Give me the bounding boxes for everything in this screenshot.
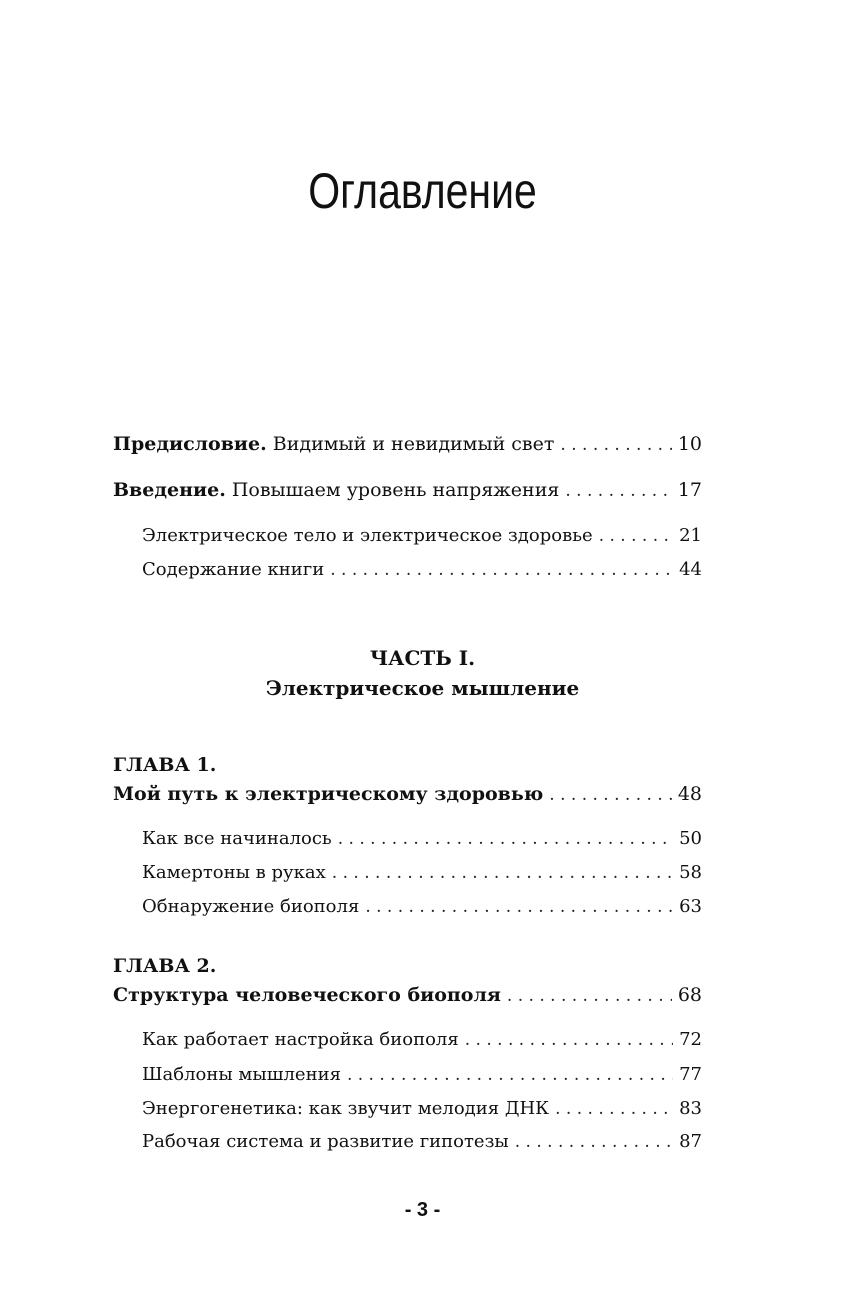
dot-leader <box>365 897 673 917</box>
toc-subentry[interactable] <box>142 862 702 892</box>
page-number: 87 <box>679 1131 702 1152</box>
page-number: 21 <box>679 525 702 546</box>
dot-leader <box>555 1099 673 1119</box>
page-number: 10 <box>677 433 702 455</box>
page-title: Оглавление <box>308 163 537 219</box>
dot-leader <box>465 1030 673 1050</box>
page-number: 50 <box>679 828 702 849</box>
dot-leader <box>347 1065 673 1085</box>
page-number: 83 <box>679 1098 702 1119</box>
entry-title: Повышаем уровень напряжения <box>225 479 560 501</box>
dot-leader <box>599 526 673 546</box>
toc-subentry[interactable] <box>142 559 702 589</box>
page-number: 48 <box>677 783 702 805</box>
page-number: 58 <box>679 862 702 883</box>
entry-title: Как работает настройка биополя <box>142 1029 459 1050</box>
toc-subentry[interactable] <box>142 1029 702 1059</box>
dot-leader <box>565 481 671 501</box>
page-number: 72 <box>679 1029 702 1050</box>
dot-leader <box>560 435 671 455</box>
page-number: 68 <box>677 984 702 1006</box>
page-number: 77 <box>679 1064 702 1085</box>
dot-leader <box>515 1132 673 1152</box>
chapter-label: ГЛАВА 1. <box>113 754 217 776</box>
entry-title: Мой путь к электрическому здоровью <box>113 783 544 805</box>
toc-subentry[interactable] <box>142 896 702 926</box>
dot-leader <box>549 785 672 805</box>
toc-subentry[interactable] <box>142 1064 702 1094</box>
toc-subentry[interactable] <box>142 1098 702 1128</box>
toc-entry-chapter-1[interactable] <box>113 783 702 813</box>
page-number: 17 <box>677 479 702 501</box>
entry-title: Видимый и невидимый свет <box>266 433 555 455</box>
entry-title: Электрическое тело и электрическое здоровье <box>142 525 593 546</box>
page-number: 44 <box>679 559 702 580</box>
entry-title: Энергогенетика: как звучит мелодия ДНК <box>142 1098 550 1119</box>
toc-entry-chapter-2[interactable] <box>113 984 702 1014</box>
entry-bold-label: Введение. <box>113 479 226 501</box>
toc-entry-introduction[interactable] <box>113 479 702 509</box>
page-footer-number: - 3 - <box>404 1199 441 1221</box>
page-number: 63 <box>679 896 702 917</box>
dot-leader <box>332 863 673 883</box>
entry-title: Камертоны в руках <box>142 862 326 883</box>
part-title: Электрическое мышление <box>265 676 580 700</box>
toc-subentry[interactable] <box>142 828 702 858</box>
entry-title: Обнаружение биополя <box>142 896 360 917</box>
entry-title: Рабочая система и развитие гипотезы <box>142 1131 509 1152</box>
entry-title: Содержание книги <box>142 559 325 580</box>
entry-title: Структура человеческого биополя <box>113 984 501 1006</box>
entry-bold-label: Предисловие. <box>113 433 267 455</box>
dot-leader <box>330 560 673 580</box>
entry-title: Шаблоны мышления <box>142 1064 341 1085</box>
dot-leader <box>507 986 672 1006</box>
toc-entry-preface[interactable] <box>113 433 702 463</box>
toc-subentry[interactable] <box>142 1131 702 1161</box>
entry-title: Как все начиналось <box>142 828 332 849</box>
dot-leader <box>338 829 673 849</box>
toc-subentry[interactable] <box>142 525 702 555</box>
chapter-label: ГЛАВА 2. <box>113 955 217 977</box>
part-label: ЧАСТЬ I. <box>369 646 476 670</box>
